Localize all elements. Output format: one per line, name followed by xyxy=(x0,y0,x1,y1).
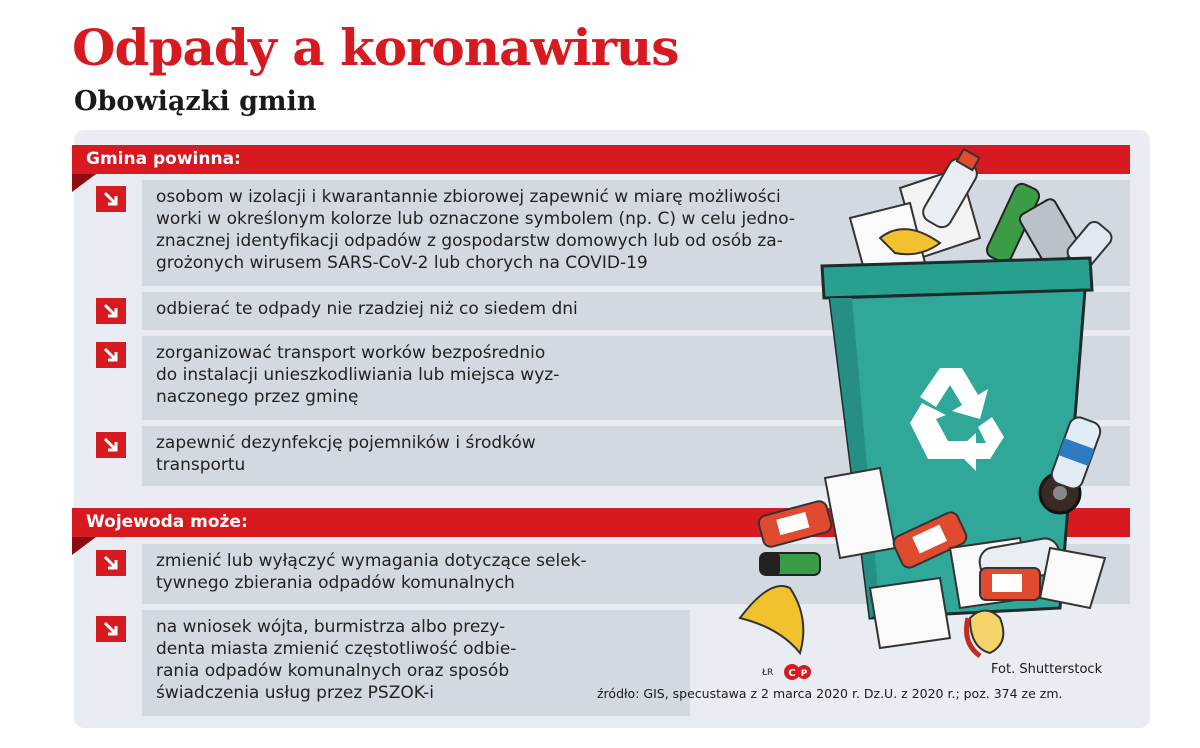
section-tail xyxy=(72,537,96,555)
page-subtitle: Obowiązki gmin xyxy=(74,86,317,117)
arrow-down-right-icon xyxy=(96,186,126,212)
arrow-down-right-icon xyxy=(96,432,126,458)
item-text: osobom w izolacji i kwarantannie zbiorowej zapewnić w miarę możliwości worki w określonym kolorze lub oznaczone symbolem (np. C) w celu jedno- znacznej identyfikacji odpadów z gospodarstw domowych lub od osób za- grożonych wirusem SARS-CoV-2 lub chorych na COVID-19 xyxy=(156,187,796,273)
item-text: na wniosek wójta, burmistrza albo prezy- denta miasta zmienić częstotliwość odbie- rania odpadów komunalnych oraz sposób świadczenia usług przez PSZOK-i xyxy=(156,617,517,703)
section-tail xyxy=(72,174,96,192)
arrow-down-right-icon xyxy=(96,550,126,576)
logo-initials: ŁR xyxy=(762,668,774,678)
arrow-down-right-icon xyxy=(96,298,126,324)
item-text: zorganizować transport worków bezpośrednio do instalacji unieszkodliwiania lub miejsca wyz- naczonego przez gminę xyxy=(156,343,560,407)
photo-credit: Fot. Shutterstock xyxy=(991,662,1103,677)
section-header-gmina: Gmina powinna: xyxy=(72,145,1130,174)
svg-text:P: P xyxy=(800,669,808,679)
svg-text:C: C xyxy=(788,668,796,679)
page-title: Odpady a koronawirus xyxy=(72,18,679,77)
item-text: odbierać te odpady nie rzadziej niż co siedem dni xyxy=(156,299,578,319)
recycling-bin-icon xyxy=(730,148,1140,668)
item-text: zapewnić dezynfekcję pojemników i środków transportu xyxy=(156,433,536,475)
arrow-down-right-icon xyxy=(96,342,126,368)
source-note: źródło: GIS, specustawa z 2 marca 2020 r. Dz.U. z 2020 r.; poz. 374 ze zm. xyxy=(597,686,1063,701)
arrow-down-right-icon xyxy=(96,616,126,642)
section-header-wojewoda: Wojewoda może: xyxy=(72,508,1130,537)
item-text: zmienić lub wyłączyć wymagania dotyczące selek- tywnego zbierania odpadów komunalnych xyxy=(156,551,587,593)
